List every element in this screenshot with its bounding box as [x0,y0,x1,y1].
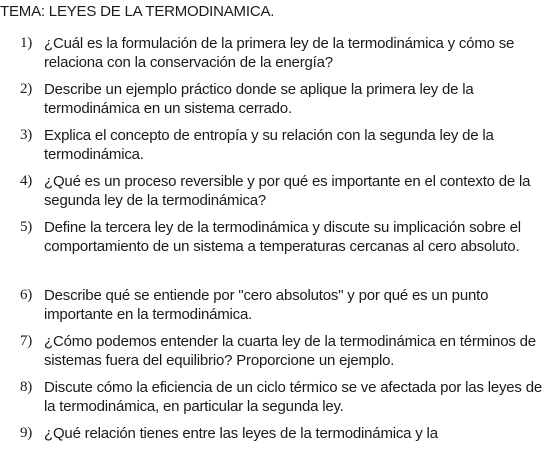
question-text: ¿Qué es un proceso reversible y por qué es importante en el contexto de la segunda ley de la termodinámica? [44,173,531,209]
question-item-8 [20,378,545,416]
question-number: 3) [20,127,33,143]
question-number: 5) [20,219,33,235]
question-item-7 [20,332,545,370]
question-number: 6) [20,287,33,303]
question-item-3 [20,126,545,164]
question-item-6 [20,286,545,324]
question-text: ¿Cómo podemos entender la cuarta ley de la termodinámica en términos de sistemas fuera del equilibrio? Proporcione un ejemplo. [44,333,536,369]
question-number: 8) [20,379,33,395]
question-text: ¿Qué relación tienes entre las leyes de la termodinámica y la [44,425,438,442]
question-number: 9) [20,425,33,441]
question-text: Describe qué se entiende por "cero absolutos" y por qué es un punto importante en la termodinámica. [44,287,489,323]
question-text: ¿Cuál es la formulación de la primera ley de la termodinámica y cómo se relaciona con la conservación de la energía? [44,35,515,71]
question-item-9 [20,424,545,443]
question-text: Discute cómo la eficiencia de un ciclo térmico se ve afectada por las leyes de la termodinámica, en particular la segunda ley. [44,379,542,415]
question-item-5 [20,218,545,256]
question-text: Explica el concepto de entropía y su relación con la segunda ley de la termodinámica. [44,127,494,163]
question-item-2 [20,80,545,118]
question-number: 1) [20,35,33,51]
question-item-1 [20,34,545,72]
question-number: 4) [20,173,33,189]
question-text: Define la tercera ley de la termodinámica y discute su implicación sobre el comportamiento de un sistema a temperaturas cercanas al cero absoluto. [44,219,521,255]
page-title: TEMA: LEYES DE LA TERMODINAMICA. [0,3,275,20]
question-number: 7) [20,333,33,349]
question-item-4 [20,172,545,210]
question-text: Describe un ejemplo práctico donde se aplique la primera ley de la termodinámica en un sistema cerrado. [44,81,474,117]
question-number: 2) [20,81,33,97]
